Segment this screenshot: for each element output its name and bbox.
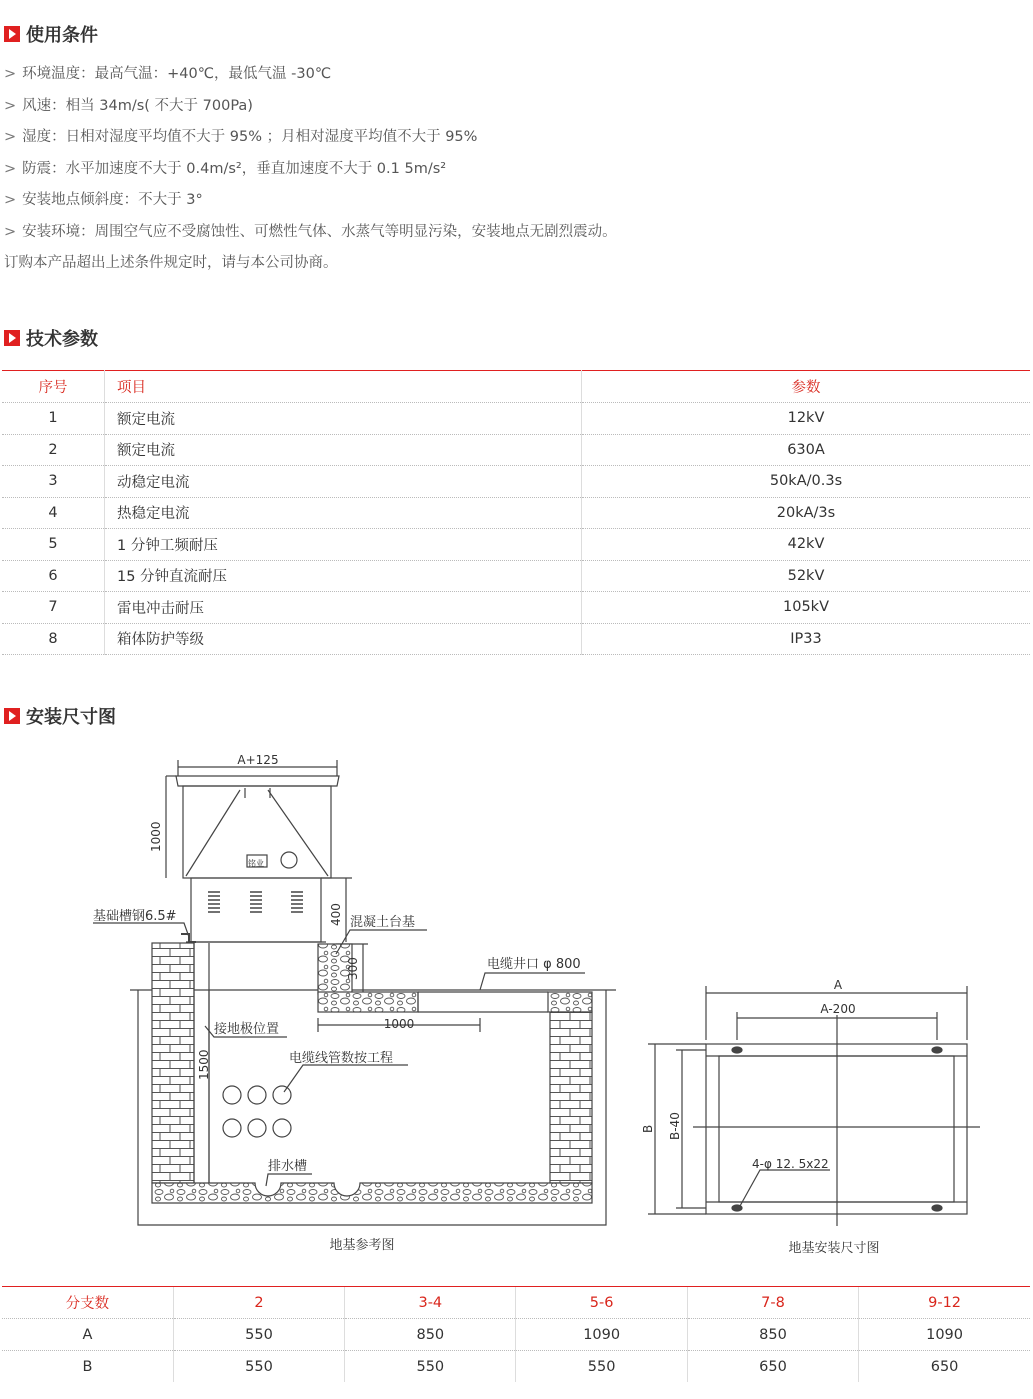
foundation-diagrams bbox=[0, 740, 1033, 1270]
table-header-row: 分支数 2 3-4 5-6 7-8 9-12 bbox=[2, 1287, 1030, 1319]
panel-line bbox=[186, 790, 240, 876]
label-drain: 排水槽 bbox=[268, 1159, 308, 1174]
list-item: > 环境温度：最高气温：+40℃，最低气温 -30℃ bbox=[4, 66, 332, 82]
brick-wall-right bbox=[550, 1012, 592, 1183]
mounting-hole bbox=[932, 1047, 942, 1053]
play-arrow-icon bbox=[4, 26, 20, 42]
table-row: 2 额定电流 630A bbox=[2, 434, 1030, 466]
dimension-table bbox=[2, 1286, 1030, 1382]
conduit-icon bbox=[248, 1086, 266, 1104]
section-title-params: 技术参数 bbox=[4, 325, 98, 351]
dim-label-top: A+125 bbox=[237, 753, 279, 767]
table-row: 6 15 分钟直流耐压 52kV bbox=[2, 560, 1030, 592]
conditions-note: 订购本产品超出上述条件规定时，请与本公司协商。 bbox=[4, 255, 338, 271]
conduit-icon bbox=[273, 1086, 291, 1104]
play-arrow-icon bbox=[4, 330, 20, 346]
leader-line bbox=[740, 1170, 830, 1206]
table-header-row bbox=[2, 371, 1030, 403]
mounting-hole bbox=[932, 1205, 942, 1211]
header-value: 参数 bbox=[582, 371, 1031, 403]
leader-line bbox=[284, 1065, 408, 1092]
table-row: 3 动稳定电流 50kA/0.3s bbox=[2, 466, 1030, 498]
foundation-reference-diagram bbox=[93, 760, 616, 1225]
dim-label-400: 400 bbox=[329, 903, 343, 926]
list-item: > 安装环境：周围空气应不受腐蚀性、可燃性气体、水蒸气等明显污染，安装地点无剧烈震动。 bbox=[4, 223, 617, 240]
list-item: > 风速：相当 34m/s( 不大于 700Pa) bbox=[4, 97, 253, 114]
leader-line bbox=[93, 923, 189, 937]
brick-wall-left bbox=[152, 943, 194, 1183]
label-channel-steel: 基础槽钢6.5# bbox=[93, 909, 177, 924]
conduit-icon bbox=[223, 1086, 241, 1104]
dim-label-1000-bottom: 1000 bbox=[383, 1017, 415, 1031]
section-title-conditions: 使用条件 bbox=[4, 21, 98, 47]
label-grounding: 接地极位置 bbox=[214, 1022, 280, 1037]
foundation-install-diagram bbox=[648, 986, 980, 1226]
gauge-icon bbox=[281, 852, 297, 868]
table-row: A 550 850 1090 850 1090 bbox=[2, 1319, 1030, 1351]
header-index: 序号 bbox=[2, 371, 105, 403]
table-row: 5 1 分钟工频耐压 42kV bbox=[2, 529, 1030, 561]
list-item: > 安装地点倾斜度：不大于 3° bbox=[4, 192, 203, 208]
table-row: 1 额定电流 12kV bbox=[2, 403, 1030, 435]
dim-label-1500: 1500 bbox=[197, 1049, 211, 1080]
conduit-icon bbox=[248, 1119, 266, 1137]
conduit-icon bbox=[223, 1119, 241, 1137]
table-row: B 550 550 550 650 650 bbox=[2, 1351, 1030, 1383]
leader-line bbox=[480, 973, 585, 990]
concrete-slab-right bbox=[548, 992, 592, 1012]
conditions-list bbox=[4, 60, 1024, 281]
mounting-hole bbox=[732, 1047, 742, 1053]
label-conduit: 电缆线管数按工程 bbox=[289, 1051, 394, 1066]
gravel-floor bbox=[152, 1183, 592, 1203]
label-concrete: 混凝土台基 bbox=[350, 915, 416, 930]
label-cable-well: 电缆井口 φ 800 bbox=[487, 957, 581, 972]
dim-label-A: A bbox=[833, 978, 843, 992]
dim-label-1000: 1000 bbox=[149, 821, 163, 852]
params-table bbox=[2, 370, 1030, 655]
table-row: 8 箱体防护等级 IP33 bbox=[2, 623, 1030, 655]
panel-line bbox=[268, 790, 328, 876]
list-item: > 防震：水平加速度不大于 0.4m/s²，垂直加速度不大于 0.1 5m/s² bbox=[4, 160, 447, 177]
dim-label-B: B bbox=[641, 1124, 655, 1133]
table-row: 7 雷电冲击耐压 105kV bbox=[2, 592, 1030, 624]
concrete-slab bbox=[318, 992, 418, 1012]
header-item: 项目 bbox=[105, 371, 582, 403]
table-row: 4 热稳定电流 20kA/3s bbox=[2, 497, 1030, 529]
label-holes: 4-φ 12. 5x22 bbox=[752, 1157, 829, 1171]
cabinet-lower bbox=[191, 878, 321, 942]
vent-grilles bbox=[208, 892, 303, 912]
caption-foundation-reference: 地基参考图 bbox=[329, 1238, 395, 1253]
dim-label-300: 300 bbox=[346, 957, 360, 980]
nameplate-text: 铭业 bbox=[248, 859, 264, 868]
caption-foundation-install: 地基安装尺寸图 bbox=[788, 1241, 880, 1256]
section-title-install: 安装尺寸图 bbox=[4, 703, 116, 729]
list-item: > 湿度：日相对湿度平均值不大于 95% ；月相对湿度平均值不大于 95% bbox=[4, 129, 478, 145]
dim-label-B-40: B-40 bbox=[668, 1112, 682, 1140]
cabinet-roof bbox=[176, 776, 339, 786]
play-arrow-icon bbox=[4, 708, 20, 724]
conduit-icon bbox=[273, 1119, 291, 1137]
dim-label-A-200: A-200 bbox=[820, 1002, 856, 1016]
